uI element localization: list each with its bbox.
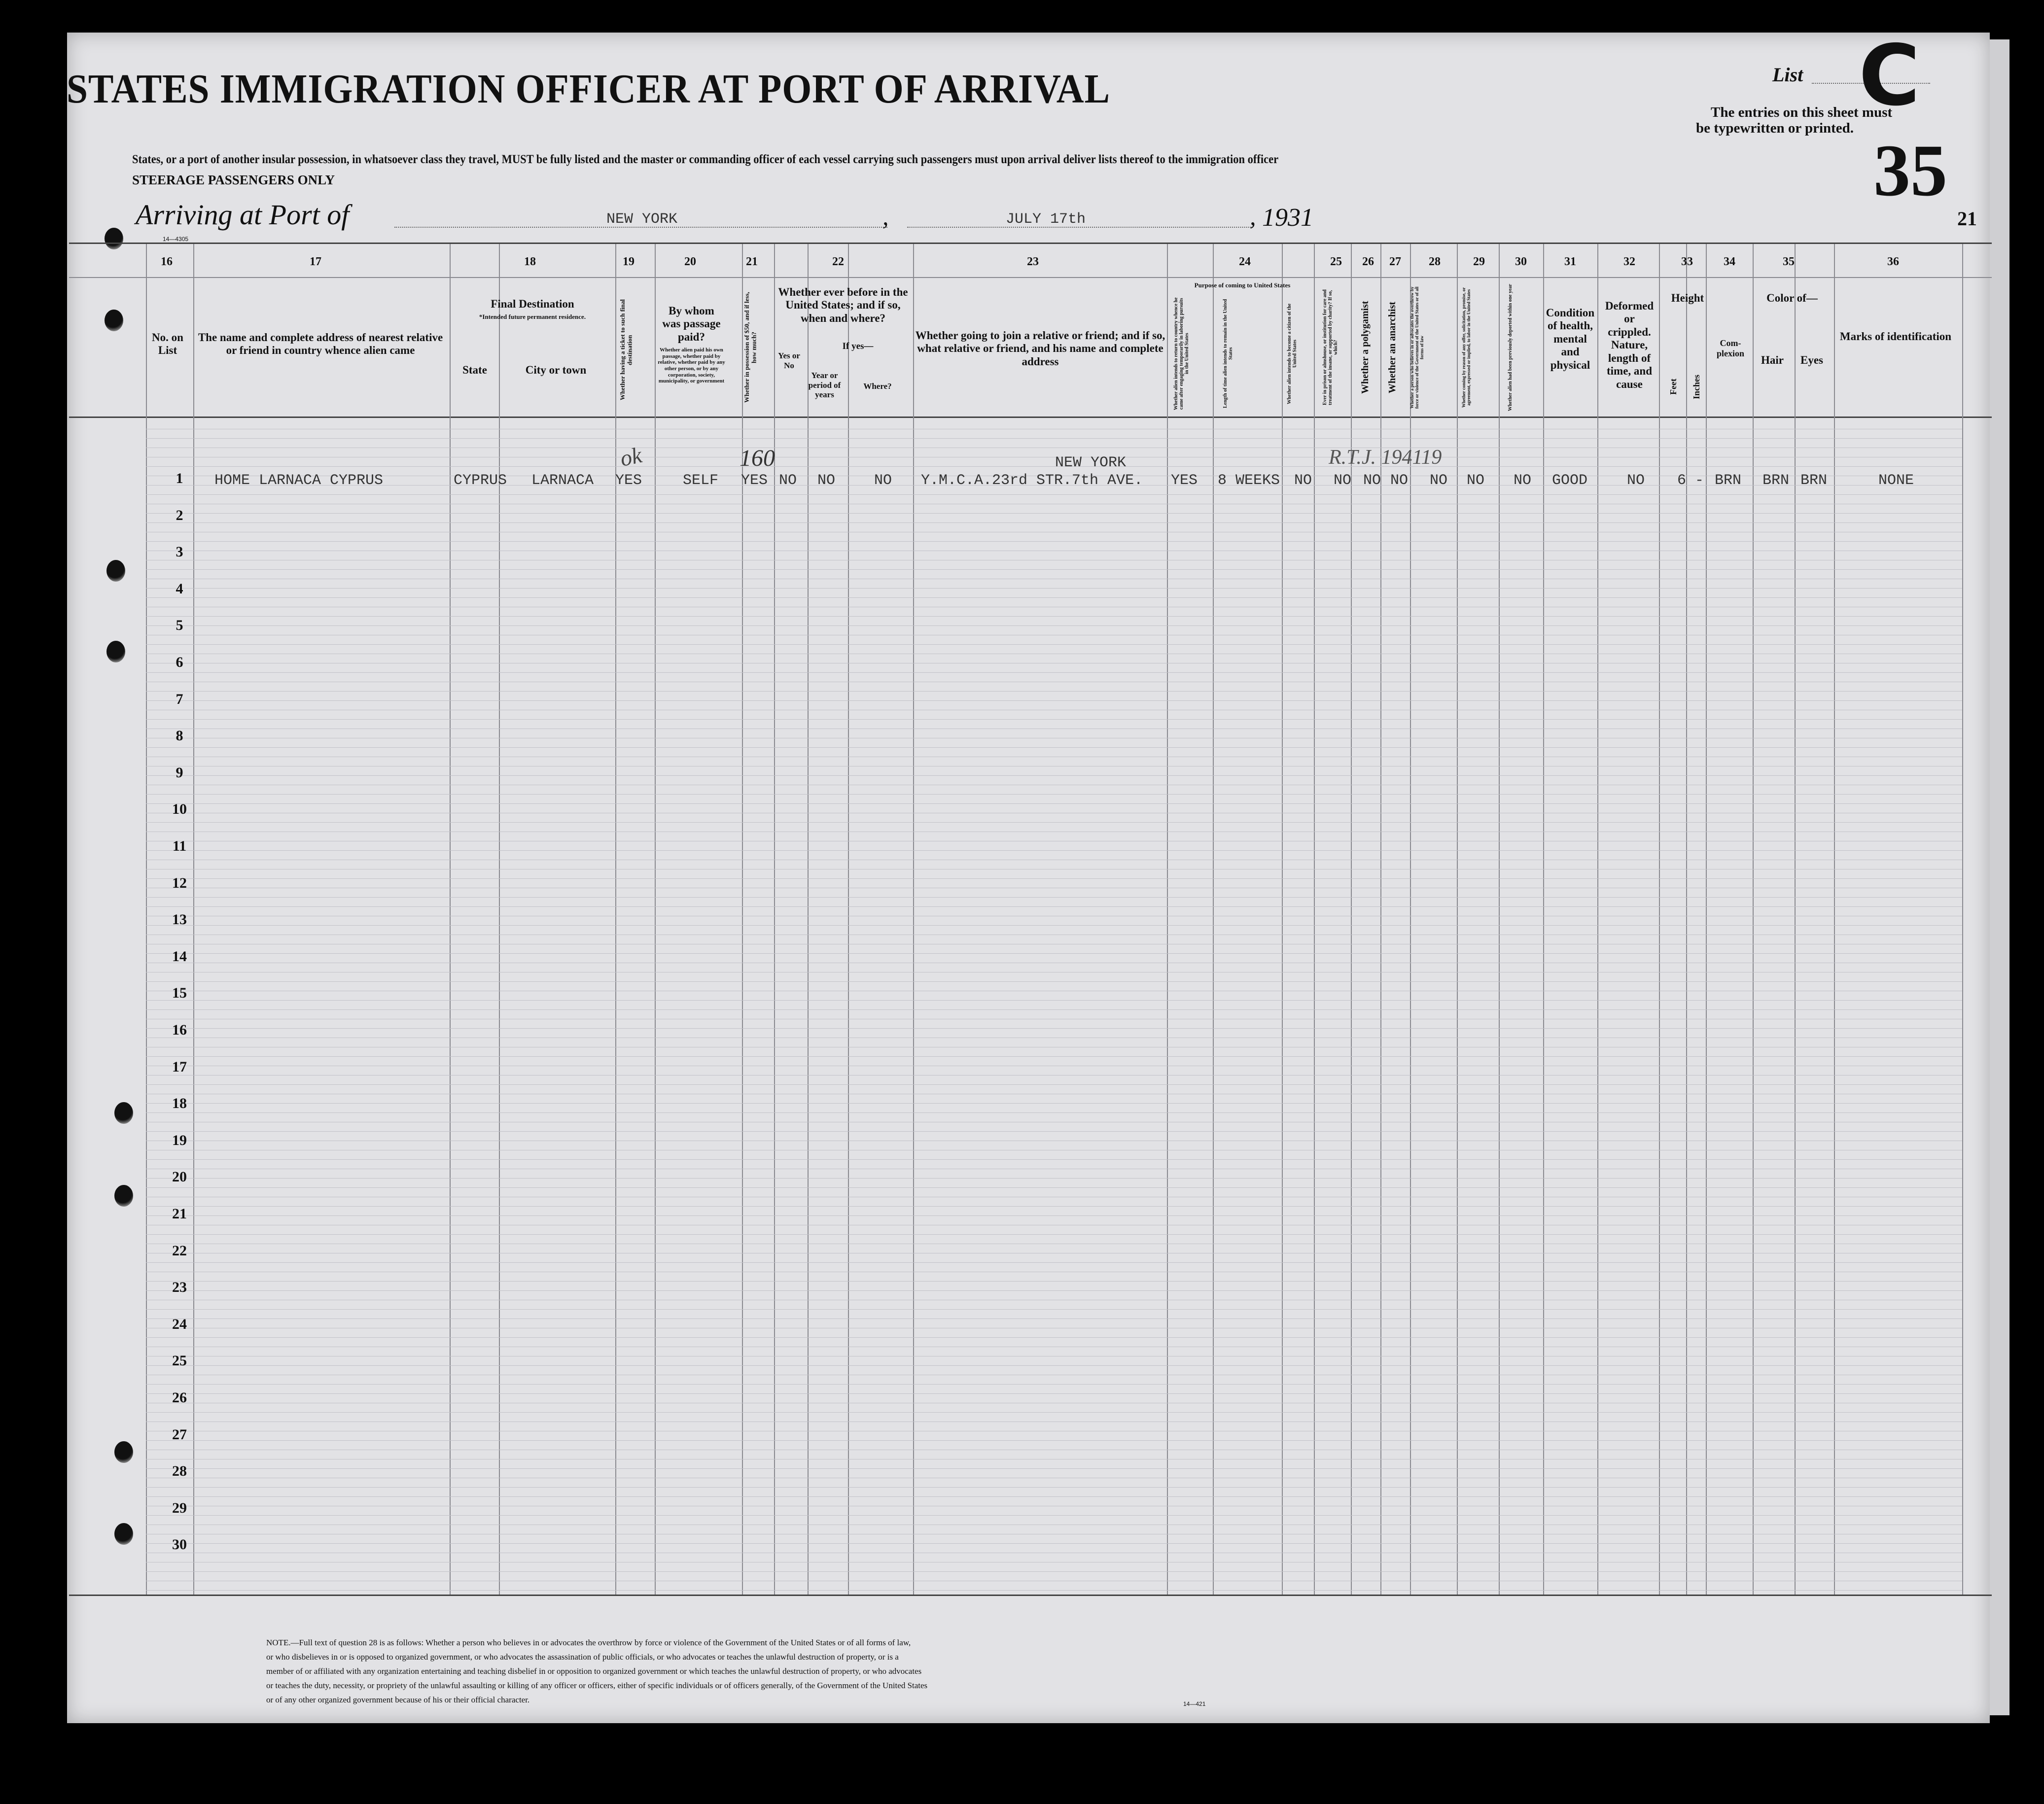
comma-2: ,	[1250, 203, 1256, 230]
row-rule	[146, 822, 1962, 823]
header-where: Where?	[863, 382, 892, 391]
entry-ticket: YES	[615, 472, 642, 489]
row-number: 10	[172, 801, 187, 818]
colnum-17: 17	[310, 255, 321, 268]
row-number: 2	[176, 507, 183, 523]
column-divider	[146, 244, 147, 1595]
row-rule	[146, 1290, 1962, 1291]
annot-ref: R.T.J. 194119	[1329, 446, 1442, 469]
header-join-relative: Whether going to join a relative or friend; and if so, what relative or friend, and his name and complete address	[915, 329, 1165, 368]
row-rule	[146, 1084, 1962, 1085]
colnum-22: 22	[832, 255, 844, 268]
colnum-26: 26	[1362, 255, 1374, 268]
header-inches: Inches	[1692, 375, 1701, 400]
annot-ticket: ok	[618, 442, 644, 471]
row-rule	[146, 522, 1962, 523]
row-number: 28	[172, 1463, 187, 1480]
header-paid-by: By whom was passage paid?	[662, 305, 721, 343]
row-rule	[146, 747, 1962, 748]
colnum-21: 21	[746, 255, 758, 268]
column-divider	[1753, 244, 1754, 1595]
header-health: Condition of health, mental and physical	[1546, 307, 1595, 371]
column-divider	[499, 244, 500, 1595]
header-year: Year or period of years	[808, 371, 841, 400]
header-prison: Ever in prison or almshouse, or institution for care and treatment of the insane, or supported by charity? If so, which?	[1322, 289, 1339, 406]
column-divider	[1834, 244, 1835, 1595]
row-rule	[146, 691, 1962, 692]
row-rule	[146, 1215, 1962, 1216]
punch-hole	[105, 228, 123, 249]
column-divider	[1282, 244, 1283, 1595]
entry-inches: -	[1695, 472, 1704, 489]
entry-city: LARNACA	[531, 472, 594, 489]
arriving-label: Arriving at Port of	[136, 199, 350, 231]
entry-paid-by: SELF	[683, 472, 719, 489]
header-marks: Marks of identification	[1839, 330, 1952, 343]
column-divider	[655, 244, 656, 1595]
row-rule	[146, 466, 1962, 467]
punch-hole	[105, 310, 123, 331]
entry-overthrow: NO	[1430, 472, 1448, 489]
colnum-36: 36	[1887, 255, 1899, 268]
row-rule	[146, 1365, 1962, 1366]
header-final-destination-note: *Intended future permanent residence.	[479, 313, 586, 320]
header-height: Height	[1671, 292, 1704, 304]
entry-hair: BRN	[1762, 472, 1790, 489]
entry-eyes: BRN	[1800, 472, 1828, 489]
row-rule	[146, 794, 1962, 795]
entry-join-line1: NEW YORK	[1055, 454, 1127, 471]
entry-citizen: NO	[1294, 472, 1312, 489]
colnum-33: 33	[1681, 255, 1693, 268]
port-value: NEW YORK	[606, 211, 678, 228]
table-bottom-rule	[69, 1595, 1992, 1596]
row-rule	[146, 1384, 1962, 1385]
row-number: 29	[172, 1499, 187, 1516]
row-rule	[146, 1234, 1962, 1235]
sheet-edge	[1990, 39, 2009, 1715]
header-length-stay: Length of time alien intends to remain in the United States	[1223, 299, 1233, 409]
row-number: 22	[172, 1242, 187, 1259]
row-rule	[146, 1103, 1962, 1104]
column-divider	[1457, 244, 1458, 1595]
row-rule	[146, 588, 1962, 589]
header-labor: Whether coming by reason of any offer, solicitation, promise, or agreement, expressed or implied, to labor in the United States	[1461, 287, 1471, 408]
punch-hole	[114, 1102, 133, 1124]
row-number: 19	[172, 1132, 187, 1148]
row-rule	[146, 1515, 1962, 1516]
list-letter: C	[1859, 27, 1920, 125]
row-rule	[146, 438, 1962, 439]
row-rule	[146, 1009, 1962, 1010]
row-rule	[146, 1440, 1962, 1441]
row-rule	[146, 1206, 1962, 1207]
column-divider	[1597, 244, 1598, 1595]
row-rule	[146, 1187, 1962, 1188]
header-state: State	[462, 364, 487, 376]
row-rule	[146, 1590, 1962, 1591]
row-number: 16	[172, 1022, 187, 1038]
row-number: 18	[172, 1095, 187, 1112]
row-number: 4	[176, 580, 183, 597]
colnum-19: 19	[623, 255, 634, 268]
steerage-label: STEERAGE PASSENGERS ONLY	[132, 173, 335, 187]
colnum-30: 30	[1515, 255, 1527, 268]
row-rule	[146, 878, 1962, 879]
column-divider	[1659, 244, 1660, 1595]
colnum-28: 28	[1429, 255, 1441, 268]
entries-note-2: be typewritten or printed.	[1696, 120, 1854, 136]
entry-join-line2: Y.M.C.A.23rd STR.7th AVE.	[921, 472, 1143, 489]
date-value: JULY 17th	[1006, 211, 1086, 228]
header-citizen: Whether alien intends to become a citizen of the United States	[1287, 303, 1298, 404]
header-purpose-return: Whether alien intends to return to country whence he came after engaging temporarily in laboring pursuits in the United States	[1173, 297, 1190, 410]
row-number: 24	[172, 1316, 187, 1332]
year-value: 1931	[1262, 204, 1313, 232]
row-rule	[146, 1309, 1962, 1310]
entry-health: GOOD	[1552, 472, 1588, 489]
row-number: 21	[172, 1206, 187, 1222]
entry-deformed: NO	[1627, 472, 1645, 489]
row-number: 9	[176, 764, 183, 781]
table-top-rule	[69, 243, 1992, 244]
colnum-29: 29	[1473, 255, 1485, 268]
header-paid-by-note: Whether alien paid his own passage, whether paid by relative, whether paid by any other person, or by any corporation, society, municipality, or government	[658, 347, 725, 384]
header-hair: Hair	[1761, 354, 1784, 366]
row-number: 13	[172, 911, 187, 928]
row-rule	[146, 1159, 1962, 1160]
row-rule	[146, 953, 1962, 954]
corner-number: 21	[1957, 208, 1977, 230]
header-color: Color of—	[1766, 292, 1818, 304]
row-rule	[146, 803, 1962, 804]
punch-hole	[106, 560, 125, 582]
footnote	[266, 1635, 927, 1707]
column-divider	[913, 244, 914, 1595]
footnote-line: or teaches the duty, necessity, or propriety of the unlawful assaulting or killing of any officer or officers, either of specific individuals or of officers generally, of the Government of the United States	[266, 1681, 928, 1690]
row-rule	[146, 1318, 1962, 1319]
header-overthrow: Whether a person who believes in or advocates the overthrow by force or violence of the Government of the United States or of all forms of law	[1410, 286, 1424, 409]
colnum-27: 27	[1389, 255, 1401, 268]
row-rule	[146, 906, 1962, 907]
row-number: 30	[172, 1536, 187, 1553]
column-divider	[1314, 244, 1315, 1595]
colnum-35: 35	[1783, 255, 1795, 268]
column-divider	[615, 244, 616, 1595]
row-number: 25	[172, 1353, 187, 1369]
row-number: 17	[172, 1058, 187, 1075]
row-number: 23	[172, 1279, 187, 1296]
row-rule	[146, 1337, 1962, 1338]
row-rule	[146, 1112, 1962, 1113]
row-number: 3	[176, 544, 183, 560]
row-rule	[146, 1393, 1962, 1394]
column-divider	[1167, 244, 1168, 1595]
entry-marks: NONE	[1878, 472, 1914, 489]
header-anarchist: Whether an anarchist	[1387, 302, 1398, 393]
header-feet: Feet	[1668, 379, 1678, 395]
header-no-on-list: No. on List	[152, 331, 183, 357]
entry-prison: NO	[1334, 472, 1352, 489]
punch-hole	[114, 1441, 133, 1463]
row-number: 12	[172, 874, 187, 891]
row-rule	[146, 1412, 1962, 1413]
footnote-line: member of or affiliated with any organization entertaining and teaching disbelief in or opposition to organized government or which teaches the unlawful destruction of property, or who advocates	[266, 1666, 922, 1676]
colnum-24: 24	[1239, 255, 1251, 268]
entry-labor: NO	[1467, 472, 1485, 489]
header-deported: Whether alien had been previously deported within one year	[1508, 284, 1513, 411]
row-number: 11	[172, 838, 187, 854]
row-rule	[146, 541, 1962, 542]
row-rule	[146, 700, 1962, 701]
row-rule	[146, 1496, 1962, 1497]
footnote-line: NOTE.—Full text of question 28 is as follows: Whether a person who believes in or advocates the overthrow by force or violence of the Government of the United States or of all forms of law,	[266, 1638, 911, 1647]
entry-anarchist: NO	[1390, 472, 1409, 489]
colnum-32: 32	[1623, 255, 1635, 268]
row-rule	[146, 1543, 1962, 1544]
row-rule	[146, 1028, 1962, 1029]
entry-complexion: BRN	[1715, 472, 1742, 489]
row-rule	[146, 1178, 1962, 1179]
entries-note-1: The entries on this sheet must	[1711, 104, 1893, 120]
column-divider	[1706, 244, 1707, 1595]
header-money: Whether in possession of $50, and if less, how much?	[743, 292, 758, 403]
header-complexion: Com-plexion	[1716, 338, 1744, 358]
row-rule	[146, 494, 1962, 495]
row-rule	[146, 981, 1962, 982]
header-ifyes: If yes—	[842, 341, 874, 351]
header-city: City or town	[525, 364, 587, 376]
column-divider	[1213, 244, 1214, 1595]
column-divider	[1543, 244, 1544, 1595]
row-rule	[146, 1131, 1962, 1132]
row-rule	[146, 513, 1962, 514]
colnum-18: 18	[524, 255, 536, 268]
colnum-16: 16	[161, 255, 173, 268]
row-rule	[146, 897, 1962, 898]
row-rule	[146, 719, 1962, 720]
row-number: 6	[176, 654, 183, 670]
subtitle-line: States, or a port of another insular possession, in whatsoever class they travel, MUST be fully listed and the master or commanding officer of each vessel carrying such passengers must upon arrival deliver lists thereof to the immigration officer	[132, 153, 1279, 166]
row-number: 26	[172, 1389, 187, 1406]
entry-feet: 6	[1677, 472, 1687, 489]
column-divider	[1499, 244, 1500, 1595]
row-rule	[146, 616, 1962, 617]
row-number: 15	[172, 985, 187, 1002]
manifest-sheet	[67, 33, 1990, 1723]
footnote-code: 14—421	[1183, 1700, 1206, 1707]
row-rule	[146, 1468, 1962, 1469]
entry-before-where: NO	[874, 472, 892, 489]
row-number: 27	[172, 1426, 187, 1443]
row-number: 5	[176, 617, 183, 634]
entry-money: YES	[741, 472, 768, 489]
row-rule	[146, 775, 1962, 776]
row-number: 8	[176, 728, 183, 744]
colnum-31: 31	[1564, 255, 1576, 268]
row-number: 14	[172, 948, 187, 965]
row-number: 7	[176, 691, 183, 707]
header-eyes: Eyes	[1800, 354, 1823, 366]
header-relative: The name and complete address of nearest relative or friend in country whence alien came	[198, 331, 443, 357]
annot-money: 160	[740, 445, 775, 471]
row-rule	[146, 1281, 1962, 1282]
header-yesno: Yes or No	[778, 351, 800, 370]
header-final-destination: Final Destination	[491, 298, 574, 310]
comma-1: ,	[882, 203, 889, 230]
entry-deported: NO	[1514, 472, 1532, 489]
row-number: 1	[176, 470, 183, 486]
header-bottom-rule	[69, 416, 1992, 418]
header-deformed: Deformed or crippled. Nature, length of time, and cause	[1605, 300, 1654, 390]
colnum-rule	[69, 277, 1992, 278]
row-number: 20	[172, 1169, 187, 1185]
colnum-25: 25	[1330, 255, 1342, 268]
list-label: List	[1772, 64, 1803, 86]
column-divider	[450, 244, 451, 1595]
entry-length-stay: 8 WEEKS	[1218, 472, 1280, 489]
row-rule	[146, 1487, 1962, 1488]
entry-before-year: NO	[817, 472, 836, 489]
colnum-20: 20	[684, 255, 696, 268]
header-before-us: Whether ever before in the United States; and if so, when and where?	[778, 286, 908, 324]
header-polygamist: Whether a polygamist	[1360, 301, 1371, 394]
punch-hole	[114, 1523, 133, 1545]
footnote-line: or of any other organized government because of his or their official character.	[266, 1695, 530, 1704]
column-divider	[1795, 244, 1796, 1595]
page-title: STATES IMMIGRATION OFFICER AT PORT OF ARRIVAL	[67, 66, 1110, 112]
row-rule	[146, 569, 1962, 570]
row-rule	[146, 1262, 1962, 1263]
entry-relative: HOME LARNACA CYPRUS	[214, 472, 384, 489]
row-rule	[146, 850, 1962, 851]
entry-purpose-return: YES	[1171, 472, 1198, 489]
colnum-23: 23	[1027, 255, 1039, 268]
column-divider	[1686, 244, 1687, 1595]
header-ticket: Whether having a ticket to such final destination	[619, 299, 634, 401]
row-rule	[146, 925, 1962, 926]
column-divider	[848, 244, 849, 1595]
entry-state: CYPRUS	[454, 472, 507, 489]
column-divider	[808, 244, 809, 1595]
row-rule	[146, 1000, 1962, 1001]
column-divider	[1962, 244, 1963, 1595]
row-rule	[146, 1056, 1962, 1057]
sheet-number: 35	[1873, 130, 1947, 211]
row-rule	[146, 597, 1962, 598]
row-rule	[146, 1571, 1962, 1572]
colnum-34: 34	[1724, 255, 1735, 268]
entry-polygamist: NO	[1363, 472, 1381, 489]
entry-before-us: NO	[779, 472, 797, 489]
form-code: 14—4305	[163, 236, 189, 243]
row-rule	[146, 625, 1962, 626]
header-purpose: Purpose of coming to United States	[1194, 281, 1291, 289]
row-rule	[146, 672, 1962, 673]
row-rule	[146, 644, 1962, 645]
punch-hole	[106, 641, 125, 662]
footnote-line: or who disbelieves in or is opposed to organized government, or who advocates the assassination of public officials, or who advocates or teaches the unlawful destruction of property, or is a	[266, 1652, 899, 1662]
punch-hole	[114, 1185, 133, 1207]
